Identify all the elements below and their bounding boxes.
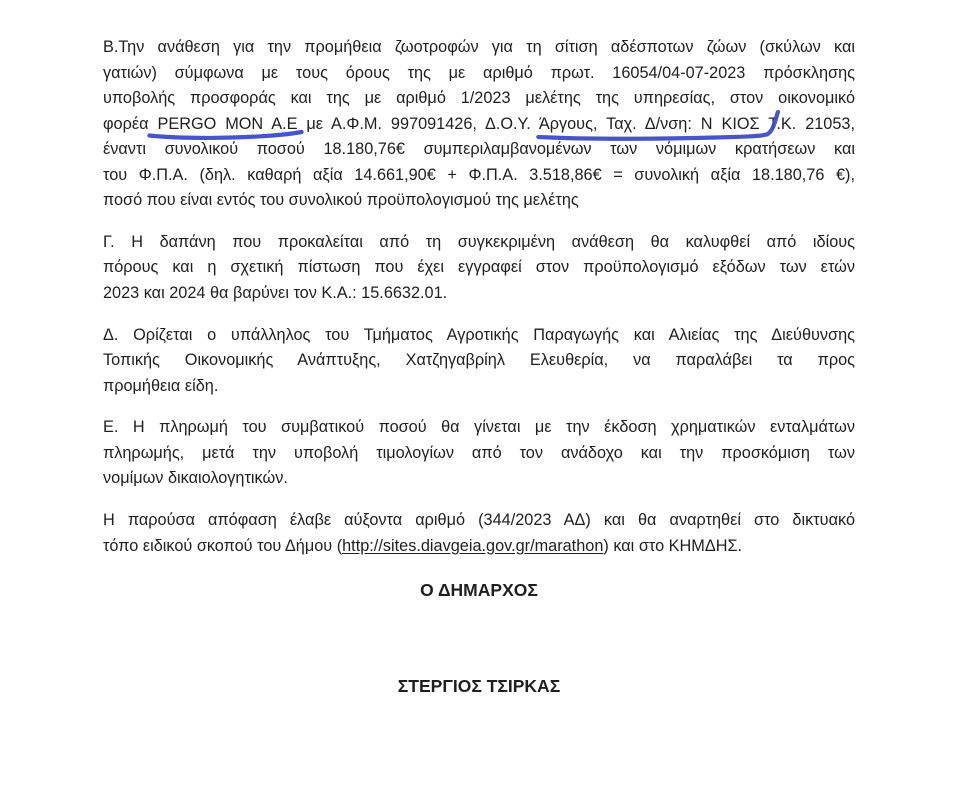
text-line: πόρους και η σχετική πίστωση που έχει εγγραφεί στον προϋπολογισμό εξόδων των ετών xyxy=(103,258,855,277)
text-segment: φορέα xyxy=(103,114,158,133)
text-segment: με Α.Φ.Μ. 997091426, Δ.Ο.Υ. xyxy=(297,114,539,133)
text-segment: τόπο ειδικού σκοπού του Δήμου ( xyxy=(103,536,343,555)
text-line: Γ. Η δαπάνη που προκαλείται από τη συγκεκριμένη ανάθεση θα καλυφθεί από ιδίους xyxy=(103,232,855,251)
text-line: νομίμων δικαιολογητικών. xyxy=(103,469,288,488)
text-line: γατιών) σύμφωνα με τους όρους της με αριθμό πρωτ. 16054/04-07-2023 πρόσκλησης xyxy=(103,63,855,82)
text-line-with-link xyxy=(103,534,855,560)
document-body xyxy=(103,27,855,699)
text-line: υποβολής προσφοράς και της με αριθμό 1/2023 μελέτης της υπηρεσίας, στον οικονομικό xyxy=(103,89,855,107)
text-line: προμήθεια είδη. xyxy=(103,376,219,395)
text-segment: 21053, xyxy=(796,114,855,133)
text-line-annotated xyxy=(103,112,855,138)
text-line: του Φ.Π.Α. (δηλ. καθαρή αξία 14.661,90€ + Φ.Π.Α. 3.518,86€ = συνολική αξία 18.180,76 €), xyxy=(103,165,855,184)
text-line: Δ. Ορίζεται ο υπάλληλος του Τμήματος Αγροτικής Παραγωγής και Αλιείας της Διεύθυνσης xyxy=(103,325,855,344)
text-line: Τοπικής Οικονομικής Ανάπτυξης, Χατζηγαβρίηλ Ελευθερία, να παραλάβει τα προς xyxy=(103,351,855,370)
signature-title: Ο ΔΗΜΑΡΧΟΣ xyxy=(420,580,538,601)
text-segment: ) και στο ΚΗΜΔΗΣ. xyxy=(603,536,743,555)
text-line: έναντι συνολικού ποσού 18.180,76€ συμπεριλαμβανομένων των νόμιμων κρατήσεων και xyxy=(103,140,855,158)
text-line: 2023 και 2024 θα βαρύνει τον Κ.Α.: 15.6632.01. xyxy=(103,283,448,302)
text-line: Η παρούσα απόφαση έλαβε αύξοντα αριθμό (344/2023 ΑΔ) και θα αναρτηθεί στο δικτυακό xyxy=(103,511,855,530)
signature-name: ΣΤΕΡΓΙΟΣ ΤΣΙΡΚΑΣ xyxy=(397,675,561,696)
pen-underline-address xyxy=(538,112,778,139)
text-line: Β.Την ανάθεση για την προμήθεια ζωοτροφών για τη σίτιση αδέσποτων ζώων (σκύλων και xyxy=(103,38,855,56)
text-line: Ε. Η πληρωμή του συμβατικού ποσού θα γίνεται με την έκδοση χρηματικών ενταλμάτων xyxy=(103,418,855,437)
pen-underlined-address: Άργους, Ταχ. Δ/νση: Ν ΚΙΟΣ Τ.Κ. xyxy=(539,115,796,133)
pen-underlined-vendor-name: PERGO MON A.E xyxy=(157,115,297,133)
text-line: πληρωμής, μετά την υποβολή τιμολογίων από τον ανάδοχο και την προσκόμιση των xyxy=(103,443,855,462)
diavgeia-site-link[interactable]: http://sites.diavgeia.gov.gr/marathon xyxy=(342,536,604,555)
text-line: ποσό που είναι εντός του συνολικού προϋπολογισμού της μελέτης xyxy=(103,191,579,209)
